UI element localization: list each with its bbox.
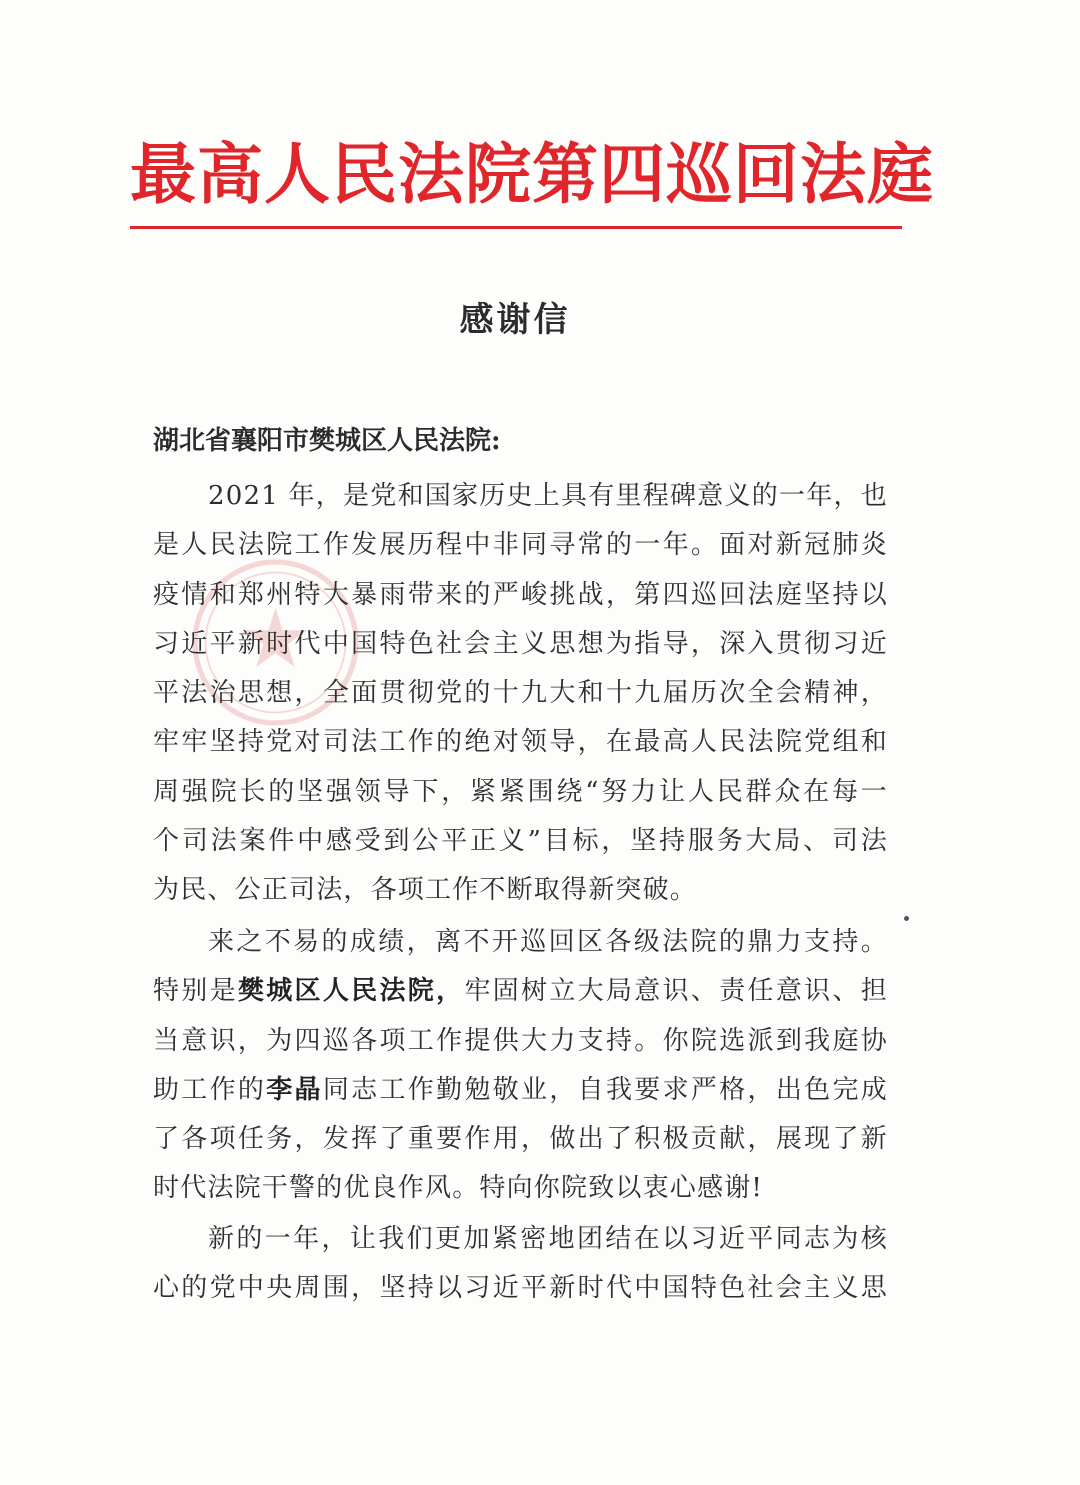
paragraph-3-line: 新的一年，让我们更加紧密地团结在以习近平同志为核	[208, 1224, 888, 1254]
letterhead-title: 最高人民法院第四巡回法庭	[130, 136, 934, 213]
letter-title: 感谢信	[459, 300, 571, 340]
paragraph-1-line: 是人民法院工作发展历程中非同寻常的一年。面对新冠肺炎	[153, 530, 888, 561]
paragraph-1	[153, 472, 888, 916]
paragraph-1-line: 平法治思想，全面贯彻党的十九大和十九届历次全会精神，	[153, 678, 888, 709]
paragraph-2-line: 了各项任务，发挥了重要作用，做出了积极贡献，展现了新	[153, 1124, 888, 1155]
text-segment: 牢固树立大局意识、责任意识、担	[464, 976, 888, 1007]
paragraph-1-line: 牢牢坚持党对司法工作的绝对领导，在最高人民法院党组和	[153, 727, 888, 758]
paragraph-2-line: 时代法院干警的优良作风。特向你院致以衷心感谢!	[153, 1173, 764, 1204]
paragraph-2-line: 来之不易的成绩，离不开巡回区各级法院的鼎力支持。	[208, 927, 888, 957]
paragraph-1-line: 2021 年，是党和国家历史上具有里程碑意义的一年，也	[208, 481, 888, 511]
text-segment: 助工作的	[153, 1074, 267, 1105]
paragraph-1-line: 为民、公正司法，各项工作不断取得新突破。	[153, 875, 698, 906]
paragraph-3	[153, 1215, 888, 1314]
paragraph-2-line	[153, 967, 888, 1016]
paragraph-1-line: 疫情和郑州特大暴雨带来的严峻挑战，第四巡回法庭坚持以	[153, 579, 888, 610]
text-segment: 特别是	[153, 976, 238, 1007]
text-segment: 同志工作勤勉敬业，自我要求严格，出色完成	[322, 1074, 888, 1105]
paragraph-2	[153, 918, 888, 1214]
paragraph-3-line: 心的党中央周围，坚持以习近平新时代中国特色社会主义思	[153, 1273, 888, 1304]
court-name-bold: 樊城区人民法院，	[237, 976, 465, 1007]
paragraph-1-line: 个司法案件中感受到公平正义”目标，坚持服务大局、司法	[153, 826, 888, 857]
paragraph-2-line	[153, 1066, 888, 1115]
paragraph-1-line: 周强院长的坚强领导下，紧紧围绕“努力让人民群众在每一	[153, 776, 888, 807]
person-name-bold: 李晶	[266, 1074, 323, 1105]
paragraph-2-line: 当意识，为四巡各项工作提供大力支持。你院选派到我庭协	[153, 1025, 888, 1056]
scan-speck	[904, 916, 909, 921]
paragraph-1-line: 习近平新时代中国特色社会主义思想为指导，深入贯彻习近	[153, 628, 888, 659]
salutation: 湖北省襄阳市樊城区人民法院:	[153, 426, 501, 456]
letterhead-red-rule	[130, 226, 902, 229]
